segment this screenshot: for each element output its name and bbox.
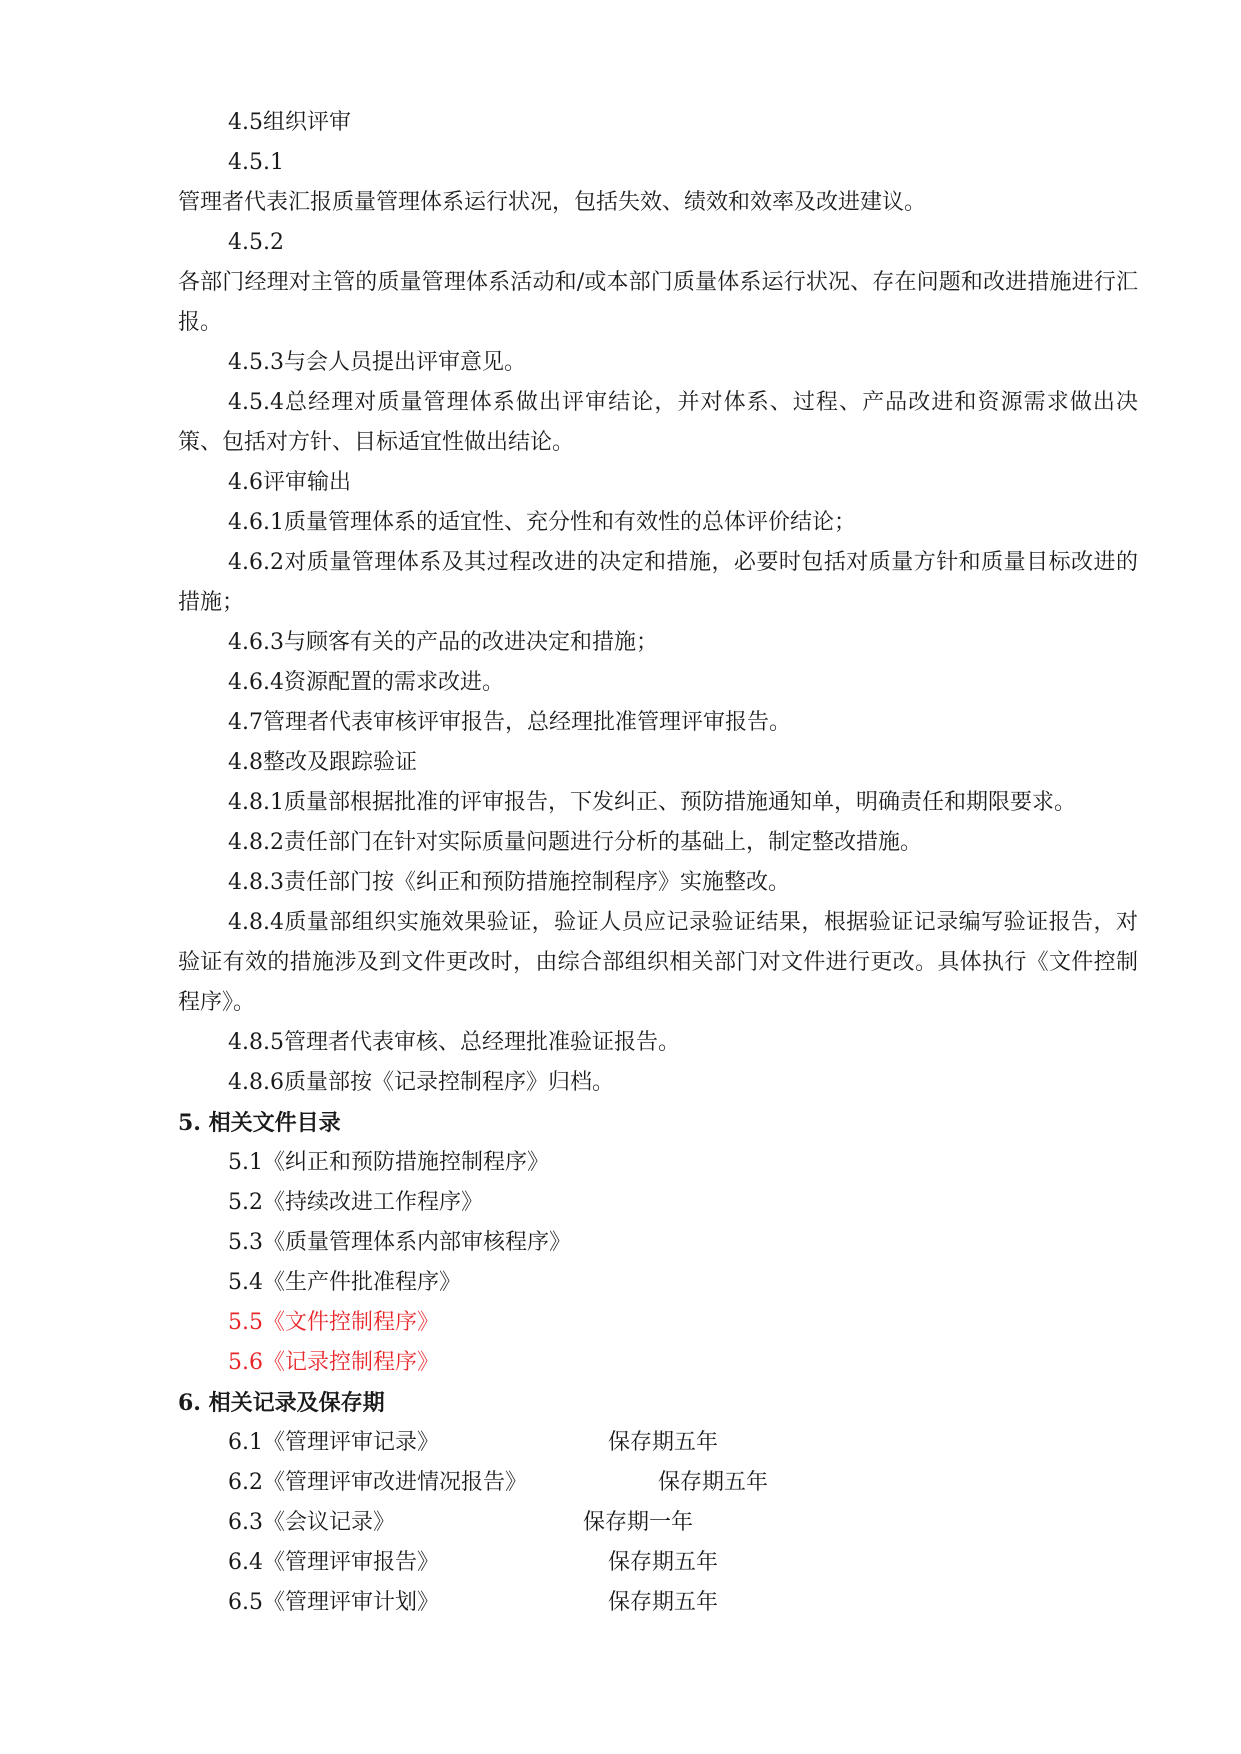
retention-period: 保存期五年 <box>658 1470 769 1495</box>
clause-4-6-1: 4.6.1质量管理体系的适宜性、充分性和有效性的总体评价结论； <box>228 510 856 535</box>
clause-4-5-3: 4.5.3与会人员提出评审意见。 <box>228 350 526 375</box>
record-name: 6.1《管理评审记录》 <box>228 1430 439 1455</box>
section-6-heading: 6. 相关记录及保存期 <box>178 1390 385 1416</box>
clause-4-5-2-number: 4.5.2 <box>228 230 284 255</box>
clause-4-8-1: 4.8.1质量部根据批准的评审报告，下发纠正、预防措施通知单，明确责任和期限要求。 <box>228 790 1076 815</box>
clause-4-5-1-number: 4.5.1 <box>228 150 284 175</box>
record-name: 6.3《会议记录》 <box>228 1510 395 1535</box>
clause-4-5-4: 4.5.4总经理对质量管理体系做出评审结论，并对体系、过程、产品改进和资源需求做出决策、包括对方针、目标适宜性做出结论。 <box>178 390 1138 455</box>
clause-4-5: 4.5组织评审 <box>228 110 351 135</box>
record-row <box>178 1463 1138 1503</box>
retention-period: 保存期五年 <box>608 1590 719 1615</box>
clause-4-6-4: 4.6.4资源配置的需求改进。 <box>228 670 504 695</box>
related-document-item: 5.1《纠正和预防措施控制程序》 <box>228 1150 549 1175</box>
document-body <box>178 103 1138 1623</box>
retention-period: 保存期五年 <box>608 1550 719 1575</box>
clause-4-8-5: 4.8.5管理者代表审核、总经理批准验证报告。 <box>228 1030 680 1055</box>
record-row <box>178 1503 1138 1543</box>
clause-4-8: 4.8整改及跟踪验证 <box>228 750 417 775</box>
clause-4-6-2: 4.6.2对质量管理体系及其过程改进的决定和措施，必要时包括对质量方针和质量目标改进的措施； <box>178 550 1138 615</box>
related-document-item: 5.2《持续改进工作程序》 <box>228 1190 483 1215</box>
record-name: 6.5《管理评审计划》 <box>228 1590 439 1615</box>
clause-4-8-4: 4.8.4质量部组织实施效果验证，验证人员应记录验证结果，根据验证记录编写验证报告，对验证有效的措施涉及到文件更改时，由综合部组织相关部门对文件进行更改。具体执行《文件控制程序》。 <box>178 910 1138 1015</box>
related-document-item-highlighted: 5.5《文件控制程序》 <box>228 1310 439 1335</box>
record-row <box>178 1543 1138 1583</box>
retention-period: 保存期五年 <box>608 1430 719 1455</box>
record-name: 6.2《管理评审改进情况报告》 <box>228 1470 527 1495</box>
record-name: 6.4《管理评审报告》 <box>228 1550 439 1575</box>
clause-4-8-2: 4.8.2责任部门在针对实际质量问题进行分析的基础上，制定整改措施。 <box>228 830 922 855</box>
clause-4-5-1-text: 管理者代表汇报质量管理体系运行状况，包括失效、绩效和效率及改进建议。 <box>178 190 927 215</box>
clause-4-7: 4.7管理者代表审核评审报告，总经理批准管理评审报告。 <box>228 710 791 735</box>
record-row <box>178 1423 1138 1463</box>
clause-4-6: 4.6评审输出 <box>228 470 351 495</box>
section-5-heading: 5. 相关文件目录 <box>178 1110 341 1136</box>
retention-period: 保存期一年 <box>583 1510 694 1535</box>
related-document-item: 5.3《质量管理体系内部审核程序》 <box>228 1230 571 1255</box>
clause-4-8-6: 4.8.6质量部按《记录控制程序》归档。 <box>228 1070 614 1095</box>
record-row <box>178 1583 1138 1623</box>
clause-4-8-3: 4.8.3责任部门按《纠正和预防措施控制程序》实施整改。 <box>228 870 790 895</box>
related-document-item-highlighted: 5.6《记录控制程序》 <box>228 1350 439 1375</box>
clause-4-5-2-text: 各部门经理对主管的质量管理体系活动和/或本部门质量体系运行状况、存在问题和改进措施进行汇报。 <box>178 270 1138 335</box>
related-document-item: 5.4《生产件批准程序》 <box>228 1270 461 1295</box>
clause-4-6-3: 4.6.3与顾客有关的产品的改进决定和措施； <box>228 630 658 655</box>
